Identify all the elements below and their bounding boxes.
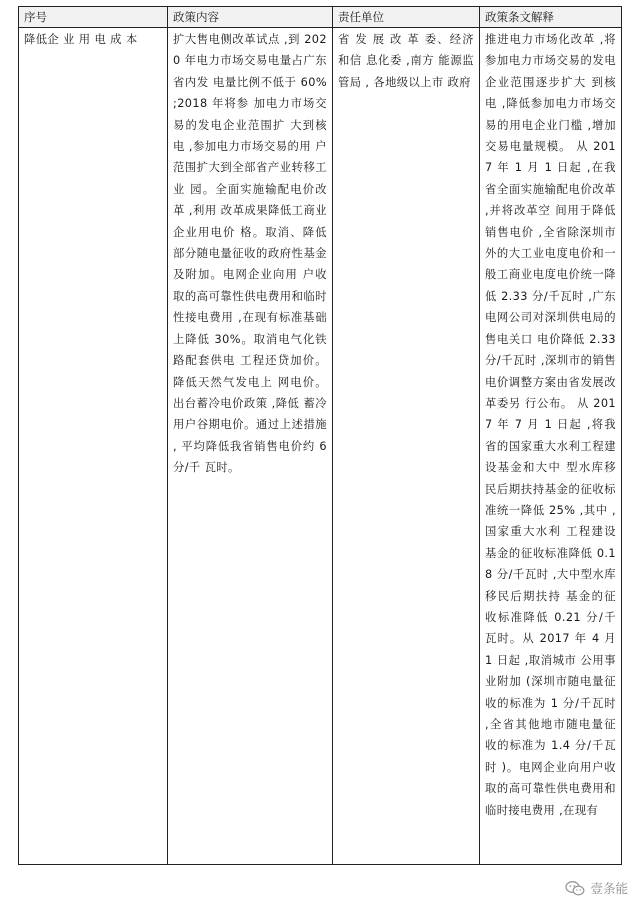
- cell-unit: 省 发 展 改 革 委、经济和信 息化委 ,南方 能源监管局 , 各地级以上市 政府: [332, 27, 479, 864]
- table-row: [19, 27, 621, 864]
- cell-seq: 降低企 业 用 电 成 本: [24, 33, 138, 46]
- table-header-row: [19, 7, 621, 28]
- watermark-text: 壹条能: [590, 881, 628, 896]
- header-unit: 责任单位: [332, 7, 479, 27]
- cell-explain: 推进电力市场化改革 ,将参加电力市场交易的发电企业范围逐步扩大 到核电 ,降低参加电力市场交易的用电企业门槛 ,增加交易电量规模。 从 2017 年 1 月 1 日起 ,在我省全面实施输配电价改革 ,并将改革空 间用于降低销售电价 ,全省除深圳市外的大工业电度电价和一般工商业电度电价统一降低 2.33 分/千瓦时 ,广东电网公司对深圳供电局的售电关口 电价降低 2.33 分/千瓦时 ,深圳市的销售电价调整方案由省发展改革委另 行公布。 从 2017 年 7 月 1 日起 ,将我省的国家重大水利工程建设基金和大中 型水库移民后期扶持基金的征收标准统一降低 25% ,其中 ,国家重大水利 工程建设基金的征收标准降低 0.18 分/千瓦时 ,大中型水库移民后期扶持 基金的征收标准降低 0.21 分/千瓦时。从 2017 年 4 月 1 日起 ,取消城市 公用事业附加 (深圳市随电量征收的标准为 1 分/千瓦时 ,全省其他地市随电量征收的标准为 1.4 分/千瓦时 )。电网企业向用户收取的高可靠性供电费用和临时接电费用 ,在现有: [479, 27, 621, 864]
- policy-table: [18, 6, 622, 865]
- header-explain: 政策条文解释: [479, 7, 621, 27]
- cell-content: 扩大售电侧改革试点 ,到 2020 年电力市场交易电量占广东省内发 电量比例不低于 60% ;2018 年将参 加电力市场交易的发电企业范围扩 大到核电 ,参加电力市场交易的用 户范围扩大到全部省产业转移工业 园。全面实施输配电价改革 ,利用 改革成果降低工商业企业用电价 格。取消、降低部分随电量征收的政府性基金及附加。电网企业向用 户收取的高可靠性供电费用和临时 性接电费用 ,在现有标准基础上降低 30%。取消电气化铁路配套供电 工程还贷加价。降低天然气发电上 网电价。出台蓄冷电价政策 ,降低 蓄冷用户谷期电价。通过上述措施 , 平均降低我省销售电价约 6 分/千 瓦时。: [167, 27, 332, 864]
- wechat-icon: [565, 880, 585, 897]
- header-content: 政策内容: [167, 7, 332, 27]
- watermark: [565, 879, 628, 897]
- header-seq: 序号: [24, 10, 47, 24]
